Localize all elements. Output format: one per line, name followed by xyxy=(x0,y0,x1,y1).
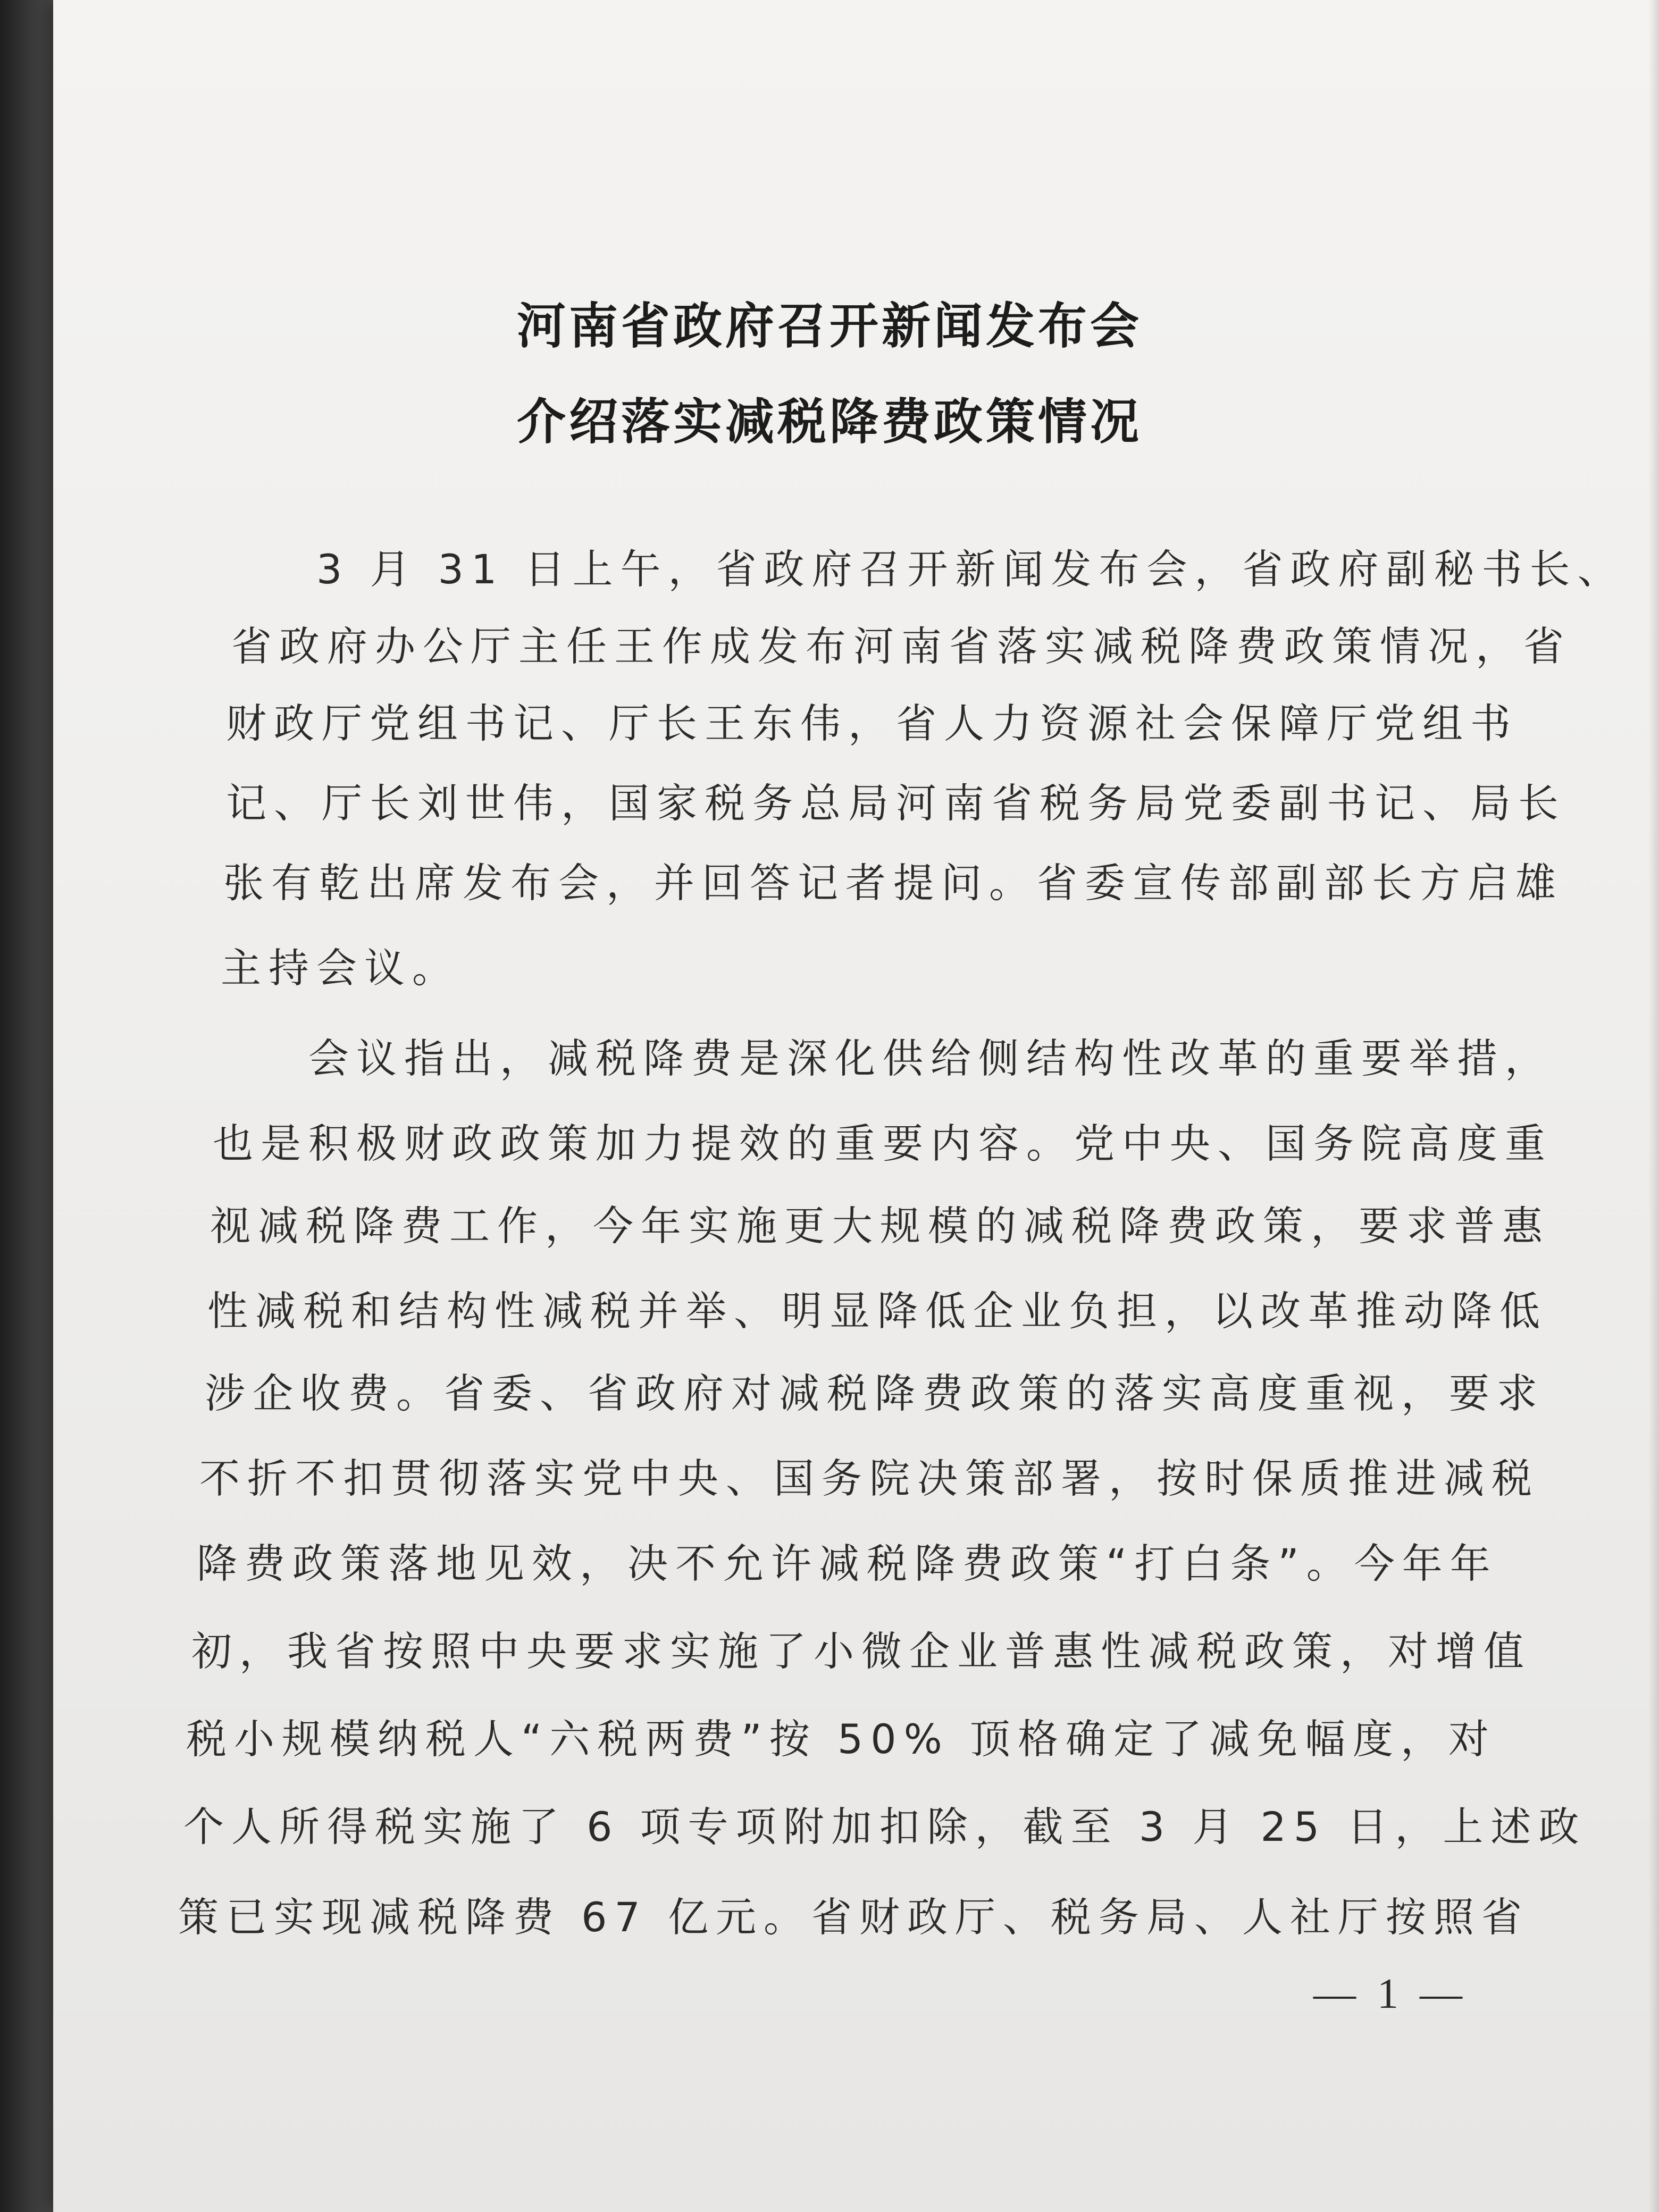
document-title-line-1: 河南省政府召开新闻发布会 xyxy=(516,297,1142,355)
paragraph-1-line: 省政府办公厅主任王作成发布河南省落实减税降费政策情况，省 xyxy=(231,623,1571,670)
paragraph-1-line: 张有乾出席发布会，并回答记者提问。省委宣传部副部长方启雄 xyxy=(223,859,1563,907)
page-number: — 1 — xyxy=(1313,1971,1468,2017)
paragraph-2-line: 会议指出，减税降费是深化供给侧结构性改革的重要举措， xyxy=(308,1035,1553,1082)
document-title-line-2: 介绍落实减税降费政策情况 xyxy=(516,393,1142,450)
paragraph-2-line: 涉企收费。省委、省政府对减税降费政策的落实高度重视，要求 xyxy=(205,1370,1545,1417)
paragraph-1-line: 财政厅党组书记、厅长王东伟，省人力资源社会保障厅党组书 xyxy=(226,700,1518,747)
paragraph-2-line: 也是积极财政政策加力提效的重要内容。党中央、国务院高度重 xyxy=(213,1120,1553,1167)
paragraph-2-line: 视减税降费工作，今年实施更大规模的减税降费政策，要求普惠 xyxy=(210,1202,1550,1250)
paragraph-2-line: 降费政策落地见效，决不允许减税降费政策“打白条”。今年年 xyxy=(197,1540,1498,1587)
paragraph-2-line: 个人所得税实施了 6 项专项附加扣除，截至 3 月 25 日，上述政 xyxy=(183,1803,1587,1850)
paragraph-2-line: 初，我省按照中央要求实施了小微企业普惠性减税政策，对增值 xyxy=(191,1628,1531,1675)
paragraph-1-line: 3 月 31 日上午，省政府召开新闻发布会，省政府副秘书长、 xyxy=(316,546,1626,593)
paragraph-2-line: 税小规模纳税人“六税两费”按 50% 顶格确定了减免幅度，对 xyxy=(186,1715,1496,1763)
paragraph-1-line: 主持会议。 xyxy=(221,944,460,992)
paragraph-2-line: 策已实现减税降费 67 亿元。省财政厅、税务局、人社厅按照省 xyxy=(178,1893,1530,1941)
paragraph-2-line: 不折不扣贯彻落实党中央、国务院决策部署，按时保质推进减税 xyxy=(199,1455,1539,1502)
paragraph-2-line: 性减税和结构性减税并举、明显降低企业负担，以改革推动降低 xyxy=(207,1287,1547,1335)
paragraph-1-line: 记、厅长刘世伟，国家税务总局河南省税务局党委副书记、局长 xyxy=(226,780,1566,827)
